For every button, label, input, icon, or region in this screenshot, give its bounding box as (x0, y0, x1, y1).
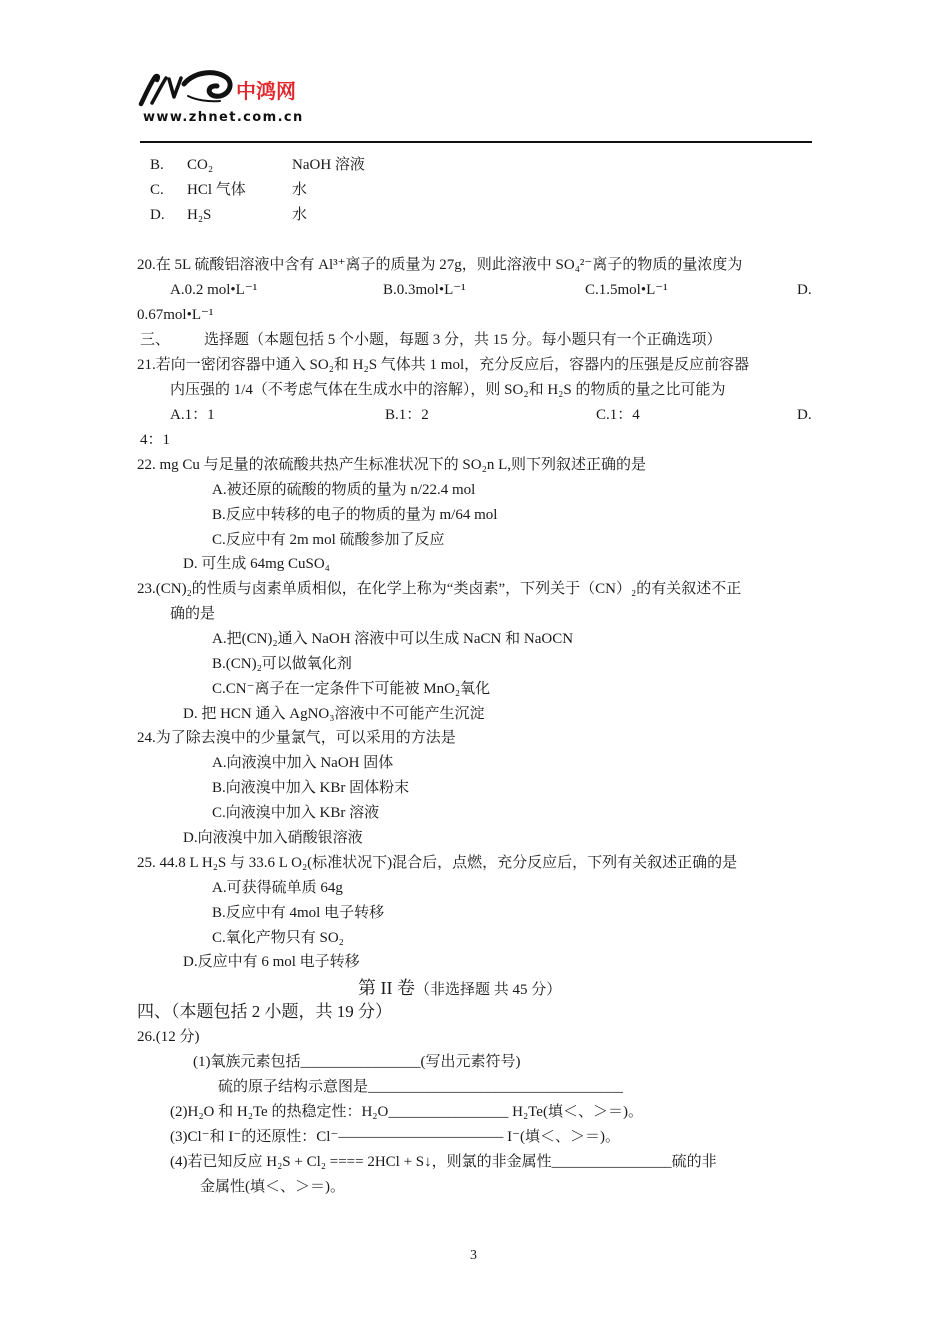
q22-option-d: D. 可生成 64mg CuSO₄ (183, 556, 330, 572)
q19-option-absorbent: 水 (292, 182, 308, 198)
logo-brush-stroke (184, 73, 230, 97)
q26-item-4-cont: 金属性(填＜、＞＝)。 (200, 1179, 345, 1195)
q23-option-d: D. 把 HCN 通入 AgNO₃溶液中不可能产生沉淀 (183, 706, 485, 722)
part2-subtitle: （非选择题 共 45 分） (415, 982, 562, 998)
q22-stem: 22. mg Cu 与足量的浓硫酸共热产生标准状况下的 SO₂n L,则下列叙述正确的是 (137, 457, 646, 473)
q21-option-c: C.1：4 (596, 407, 640, 423)
q22-option-b: B.反应中转移的电子的物质的量为 m/64 mol (212, 507, 498, 523)
q24-stem: 24.为了除去溴中的少量氯气，可以采用的方法是 (137, 730, 456, 746)
q19-option-gas: CO₂ (187, 157, 214, 173)
q26-item-1: (1)氧族元素包括________________(写出元素符号) (193, 1054, 521, 1070)
q22-option-a: A.被还原的硫酸的物质的量为 n/22.4 mol (212, 482, 476, 498)
section4-title: 四、（本题包括 2 小题，共 19 分） (137, 1002, 392, 1021)
q20-option-b: B.0.3mol•L⁻¹ (383, 282, 466, 298)
q19-option-label: D. (150, 207, 165, 223)
q24-option-c: C.向液溴中加入 KBr 溶液 (212, 805, 380, 821)
q23-stem: 确的是 (170, 606, 216, 622)
q20-option-d-value: 0.67mol•L⁻¹ (137, 307, 214, 323)
q19-option-absorbent: 水 (292, 207, 308, 223)
q25-stem: 25. 44.8 L H₂S 与 33.6 L O₂(标准状况下)混合后，点燃，充分反应后，下列有关叙述正确的是 (137, 855, 738, 871)
page-number: 3 (470, 1248, 477, 1263)
part2-heading (358, 976, 561, 1002)
q24-option-d: D.向液溴中加入硝酸银溶液 (183, 830, 363, 846)
q25-option-a: A.可获得硫单质 64g (212, 880, 343, 896)
q19-option-gas: HCl 气体 (187, 182, 246, 198)
q23-stem: 23.(CN)₂的性质与卤素单质相似，在化学上称为“类卤素”，下列关于（CN）₂的有关叙述不正 (137, 581, 742, 597)
logo-url: www.zhnet.com.cn (143, 110, 304, 125)
q25-option-d: D.反应中有 6 mol 电子转移 (183, 954, 360, 970)
q23-option-b: B.(CN)₂可以做氧化剂 (212, 656, 352, 672)
q19-option-absorbent: NaOH 溶液 (292, 157, 365, 173)
logo-brush-stroke (169, 78, 181, 97)
q25-option-c: C.氧化产物只有 SO₂ (212, 930, 344, 946)
q20-stem: 20.在 5L 硫酸铝溶液中含有 Al³⁺离子的质量为 27g，则此溶液中 SO₄²⁻离子的物质的量浓度为 (137, 257, 743, 273)
q23-option-a: A.把(CN)₂通入 NaOH 溶液中可以生成 NaCN 和 NaOCN (212, 631, 574, 647)
header-divider (140, 141, 812, 143)
q26-item-2: (2)H₂O 和 H₂Te 的热稳定性：H₂O________________ H₂Te(填＜、＞＝)。 (170, 1104, 643, 1120)
q26-item-3: (3)Cl⁻和 I⁻的还原性：Cl⁻——————————— I⁻(填＜、＞＝)。 (170, 1129, 620, 1145)
section3-title: 选择题（本题包括 5 个小题，每题 3 分，共 15 分。每小题只有一个正确选项） (204, 332, 722, 348)
q26-item-4: (4)若已知反应 H₂S + Cl₂ ==== 2HCl + S↓，则氯的非金属性________________硫的非 (170, 1154, 717, 1170)
q21-option-a: A.1：1 (170, 407, 215, 423)
q20-option-d: D. (797, 282, 812, 298)
q21-stem: 21.若向一密闭容器中通入 SO₂和 H₂S 气体共 1 mol，充分反应后，容器内的压强是反应前容器 (137, 357, 750, 373)
q22-option-c: C.反应中有 2m mol 硫酸参加了反应 (212, 532, 445, 548)
part2-title: 第 II 卷 (358, 978, 415, 998)
q20-option-a: A.0.2 mol•L⁻¹ (170, 282, 258, 298)
q25-option-b: B.反应中有 4mol 电子转移 (212, 905, 385, 921)
q24-option-b: B.向液溴中加入 KBr 固体粉末 (212, 780, 410, 796)
logo-mark (138, 66, 238, 110)
q26-heading: 26.(12 分) (137, 1029, 200, 1045)
q19-option-label: B. (150, 157, 164, 173)
q24-option-a: A.向液溴中加入 NaOH 固体 (212, 755, 394, 771)
q21-option-d: D. (797, 407, 812, 423)
logo-name: 中鸿网 (236, 79, 296, 103)
q23-option-c: C.CN⁻离子在一定条件下可能被 MnO₂氧化 (212, 681, 491, 697)
q20-option-c: C.1.5mol•L⁻¹ (585, 282, 668, 298)
q19-option-label: C. (150, 182, 164, 198)
q19-option-gas: H₂S (187, 207, 212, 223)
q26-item-1-sub: 硫的原子结构示意图是__________________________________ (218, 1079, 624, 1095)
section3-number: 三、 (140, 332, 171, 348)
q21-stem: 内压强的 1/4（不考虑气体在生成水中的溶解），则 SO₂和 H₂S 的物质的量之比可能为 (170, 382, 726, 398)
q21-option-d-value: 4：1 (140, 432, 171, 448)
q21-option-b: B.1：2 (385, 407, 429, 423)
